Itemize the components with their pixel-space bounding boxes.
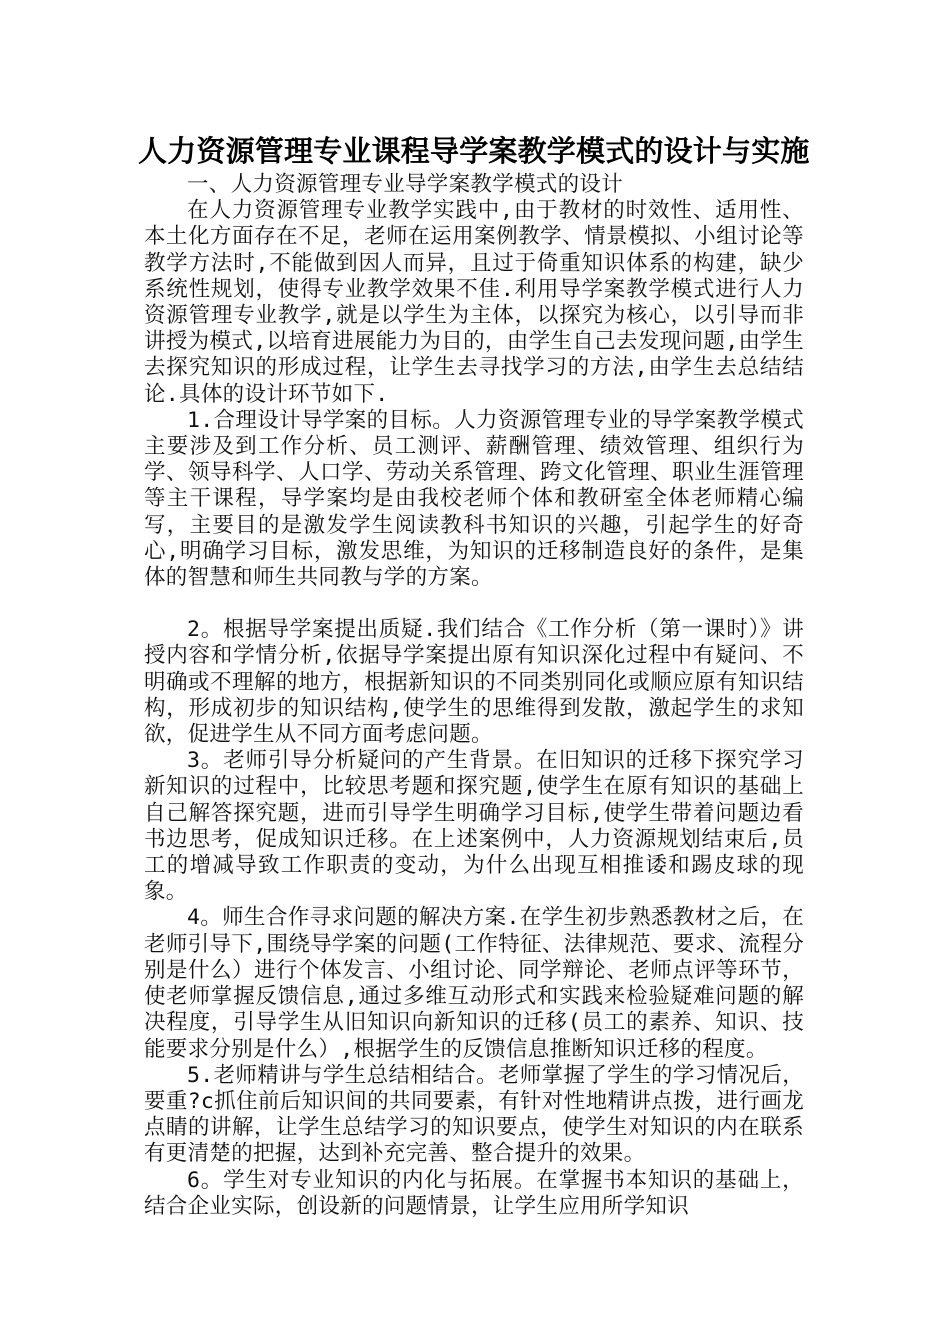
paragraph-gap [144,591,804,617]
document-body [144,172,804,1220]
intro-paragraph: 在人力资源管理专业教学实践中,由于教材的时效性、适用性、本土化方面存在不足，老师在运用案例教学、情景模拟、小组讨论等教学方法时,不能做到因人而异，且过于倚重知识体系的构建，缺少系统性规划，使得专业教学效果不佳.利用导学案教学模式进行人力资源管理专业教学,就是以学生为主体，以探究为核心，以引导而非讲授为模式,以培育进展能力为目的，由学生自己去发现问题,由学生去探究知识的形成过程，让学生去寻找学习的方法,由学生去总结结论.具体的设计环节如下. [144,198,804,407]
step-3-paragraph: 3。老师引导分析疑问的产生背景。在旧知识的迁移下探究学习新知识的过程中，比较思考题和探究题,使学生在原有知识的基础上自己解答探究题，进而引导学生明确学习目标,使学生带着问题边看书边思考，促成知识迁移。在上述案例中，人力资源规划结束后,员工的增减导致工作职责的变动，为什么出现互相推诿和踢皮球的现象。 [144,748,804,905]
step-2-paragraph: 2。根据导学案提出质疑.我们结合《工作分析（第一课时）》讲授内容和学情分析,依据导学案提出原有知识深化过程中有疑问、不明确或不理解的地方，根据新知识的不同类别同化或顺应原有知识结构，形成初步的知识结构,使学生的思维得到发散，激起学生的求知欲，促进学生从不同方面考虑问题。 [144,617,804,748]
step-1-paragraph: 1.合理设计导学案的目标。人力资源管理专业的导学案教学模式主要涉及到工作分析、员工测评、薪酬管理、绩效管理、组织行为学、领导科学、人口学、劳动关系管理、跨文化管理、职业生涯管理等主干课程，导学案均是由我校老师个体和教研室全体老师精心编写，主要目的是激发学生阅读教科书知识的兴趣，引起学生的好奇心,明确学习目标，激发思维，为知识的迁移制造良好的条件，是集体的智慧和师生共同教与学的方案。 [144,407,804,591]
step-6-paragraph: 6。学生对专业知识的内化与拓展。在掌握书本知识的基础上，结合企业实际，创设新的问题情景，让学生应用所学知识 [144,1167,804,1219]
document-title: 人力资源管理专业课程导学案教学模式的设计与实施 [138,134,810,168]
section-heading: 一、人力资源管理专业导学案教学模式的设计 [187,172,624,197]
step-4-paragraph: 4。师生合作寻求问题的解决方案.在学生初步熟悉教材之后，在老师引导下,围绕导学案的问题(工作特征、法律规范、要求、流程分别是什么）进行个体发言、小组讨论、同学辩论、老师点评等环节，使老师掌握反馈信息,通过多维互动形式和实践来检验疑难问题的解决程度，引导学生从旧知识向新知识的迁移(员工的素养、知识、技能要求分别是什么）,根据学生的反馈信息推断知识迁移的程度。 [144,905,804,1062]
step-5-paragraph: 5.老师精讲与学生总结相结合。老师掌握了学生的学习情况后，要重?c抓住前后知识间的共同要素，有针对性地精讲点拨，进行画龙点睛的讲解，让学生总结学习的知识要点，使学生对知识的内在联系有更清楚的把握，达到补充完善、整合提升的效果。 [144,1062,804,1167]
